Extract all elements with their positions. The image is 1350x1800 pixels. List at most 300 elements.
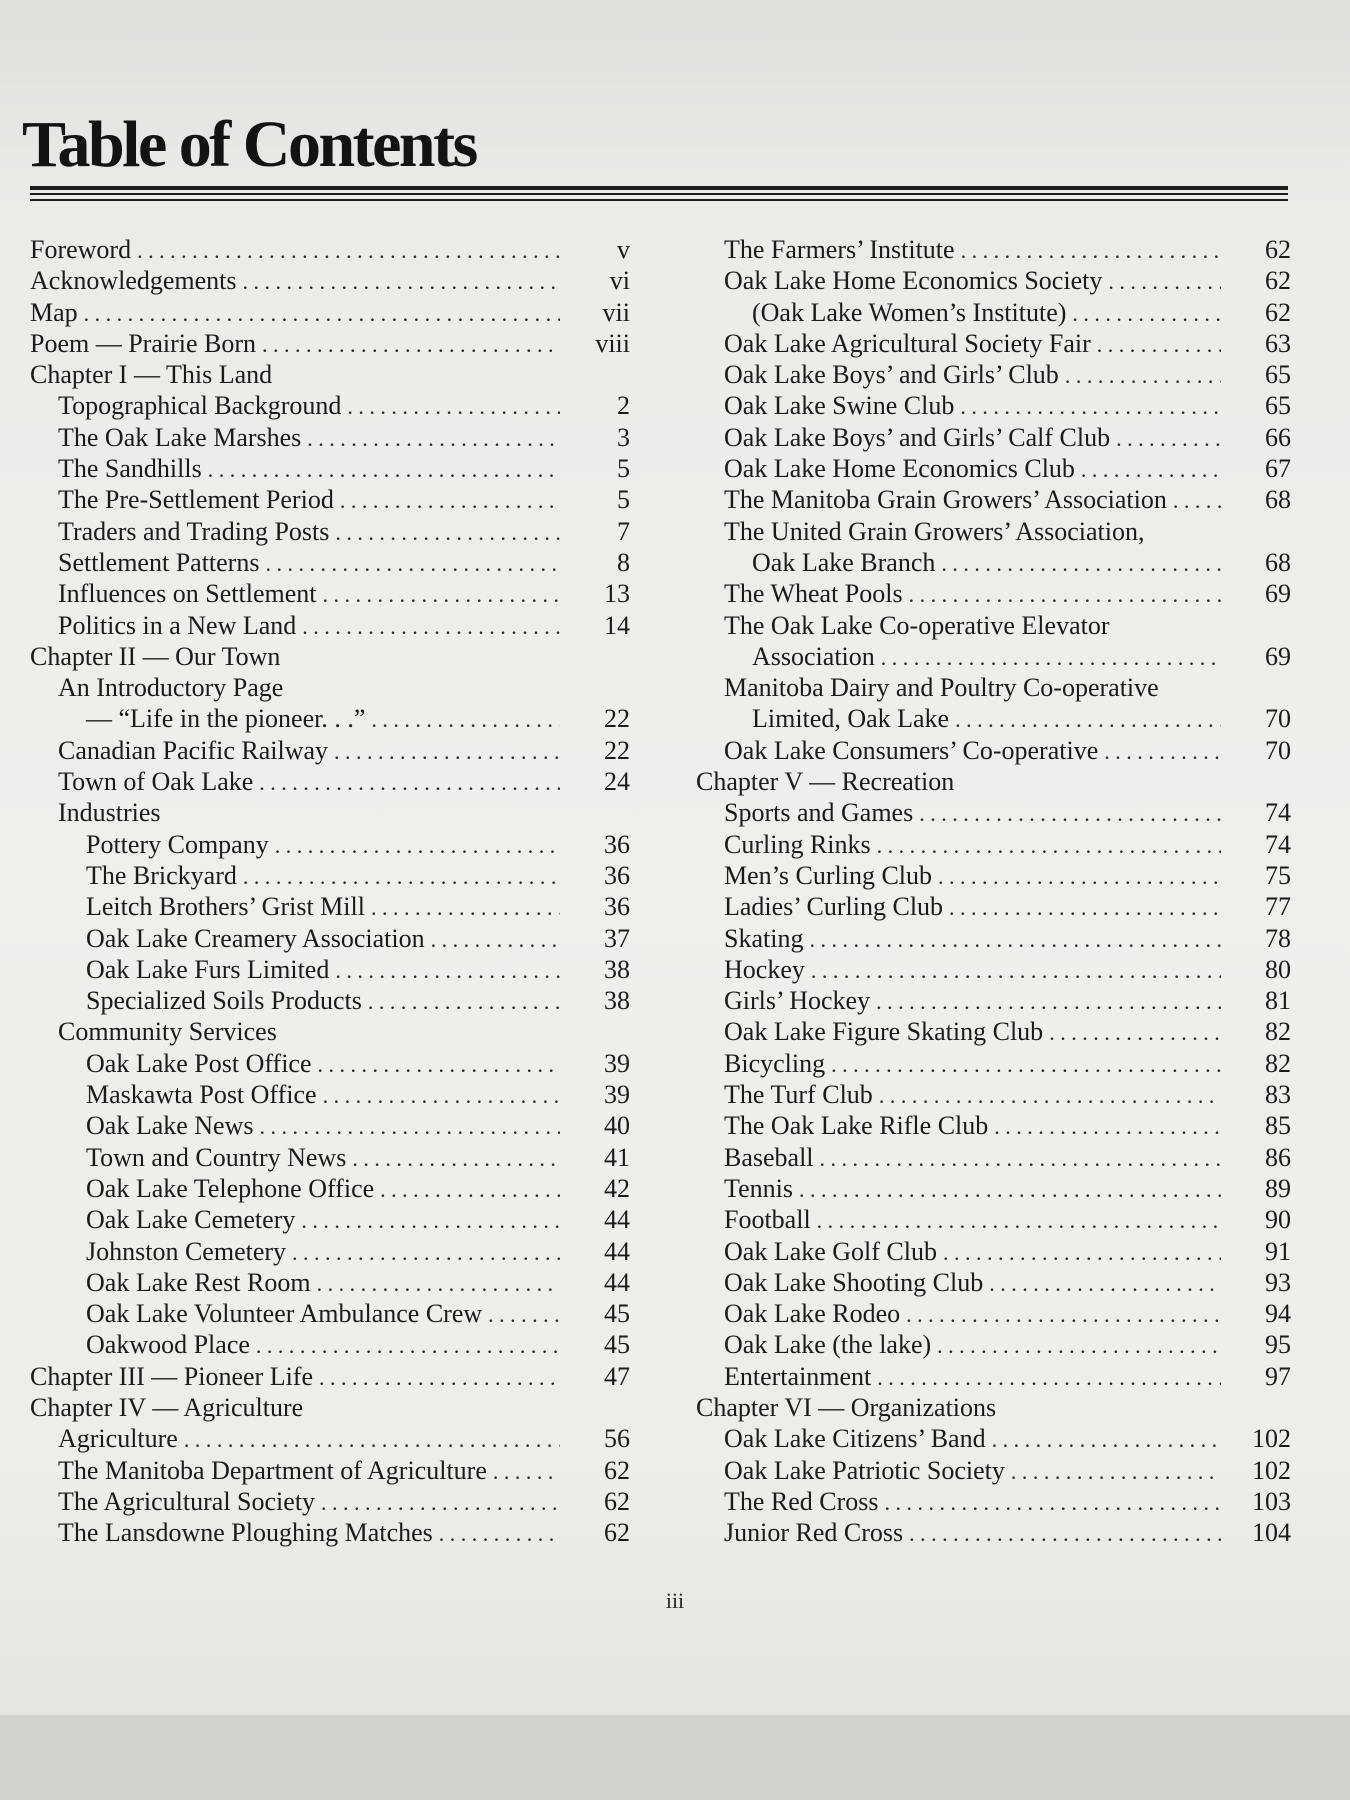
dot-leader	[137, 235, 560, 266]
toc-entry-title: The Manitoba Department of Agriculture	[58, 1455, 487, 1485]
dot-leader	[943, 1237, 1221, 1268]
toc-page-number: 70	[1265, 735, 1291, 765]
toc-entry-title: The Oak Lake Marshes	[58, 422, 302, 452]
toc-entry	[30, 703, 630, 734]
toc-page-number: 44	[604, 1205, 630, 1235]
toc-entry-title: Oak Lake Furs Limited	[86, 954, 330, 984]
toc-entry-title: Chapter III — Pioneer Life	[30, 1361, 314, 1391]
toc-entry	[30, 265, 630, 296]
dot-leader	[321, 1487, 560, 1518]
dot-leader	[319, 1362, 560, 1393]
toc-left-column	[30, 234, 630, 1548]
toc-page-number: 93	[1265, 1267, 1291, 1297]
toc-entry-title: Chapter V — Recreation	[696, 767, 955, 797]
toc-entry-title: Traders and Trading Posts	[58, 516, 330, 546]
toc-page-number: 68	[1265, 547, 1291, 577]
toc-page-number: 80	[1265, 954, 1291, 984]
toc-entry-title: Settlement Patterns	[58, 547, 260, 577]
toc-entry	[696, 1361, 1291, 1392]
toc-entry-title: Influences on Settlement	[58, 579, 317, 609]
toc-entry	[696, 985, 1291, 1016]
toc-entry-title: The Manitoba Grain Growers’ Association	[724, 485, 1167, 515]
toc-entry	[696, 1236, 1291, 1267]
toc-page-number: 45	[604, 1299, 630, 1329]
toc-section-heading	[30, 797, 630, 828]
toc-page-number: 22	[604, 735, 630, 765]
dot-leader	[994, 1111, 1221, 1142]
toc-entry	[696, 891, 1291, 922]
toc-entry	[696, 1267, 1291, 1298]
toc-entry	[30, 1110, 630, 1141]
toc-entry-title: The Farmers’ Institute	[724, 235, 955, 264]
dot-leader	[811, 955, 1221, 986]
dot-leader	[1097, 329, 1221, 360]
dot-leader	[881, 642, 1221, 673]
toc-page-number: 83	[1265, 1080, 1291, 1110]
toc-page-number: 38	[604, 954, 630, 984]
dot-leader	[371, 704, 560, 735]
toc-page-number: 39	[604, 1048, 630, 1078]
toc-page-number: 63	[1265, 328, 1291, 358]
toc-entry	[30, 1486, 630, 1517]
toc-entry	[696, 265, 1291, 296]
toc-entry	[696, 829, 1291, 860]
page-folio: iii	[665, 1588, 685, 1613]
toc-page-number: 81	[1265, 986, 1291, 1016]
dot-leader	[368, 986, 560, 1017]
toc-page-number: 75	[1265, 860, 1291, 890]
toc-page-number: 41	[604, 1142, 630, 1172]
toc-page-number: 97	[1265, 1361, 1291, 1391]
dot-leader	[989, 1268, 1221, 1299]
toc-entry	[696, 453, 1291, 484]
toc-entry-title: Oak Lake Rodeo	[724, 1299, 901, 1329]
toc-entry-title: Curling Rinks	[724, 829, 871, 859]
toc-entry-title: Oak Lake News	[86, 1111, 254, 1141]
dot-leader	[941, 548, 1221, 579]
dot-leader	[307, 423, 560, 454]
toc-page-number: 45	[604, 1330, 630, 1360]
dot-leader	[84, 298, 560, 329]
toc-entry-title: Oak Lake Boys’ and Girls’ Club	[724, 360, 1059, 390]
dot-leader	[488, 1299, 560, 1330]
toc-page-number: 7	[617, 516, 630, 546]
toc-entry	[30, 234, 630, 265]
dot-leader	[352, 1143, 560, 1174]
toc-entry-title: Oak Lake Consumers’ Co-operative	[724, 735, 1099, 765]
dot-leader	[439, 1518, 560, 1549]
dot-leader	[877, 1362, 1221, 1393]
toc-page-number: 40	[604, 1111, 630, 1141]
toc-page-number: 47	[604, 1361, 630, 1391]
toc-entry-title: Oak Lake Citizens’ Band	[724, 1424, 986, 1454]
toc-entry-title: Oak Lake (the lake)	[724, 1330, 932, 1360]
toc-page-number: 62	[1265, 297, 1291, 327]
toc-entry-title: Oak Lake Post Office	[86, 1048, 312, 1078]
toc-page-number: 65	[1265, 360, 1291, 390]
toc-page-number: 86	[1265, 1142, 1291, 1172]
toc-entry-title: Poem — Prairie Born	[30, 328, 257, 358]
toc-entry-title: Oak Lake Figure Skating Club	[724, 1017, 1044, 1047]
dot-leader	[243, 266, 560, 297]
dot-leader	[259, 767, 560, 798]
toc-page-number: 67	[1265, 454, 1291, 484]
title-rule-thin	[30, 193, 1288, 195]
dot-leader	[799, 1174, 1221, 1205]
toc-entry-title: An Introductory Page	[58, 673, 284, 703]
toc-page-number: 24	[604, 767, 630, 797]
toc-section-heading	[30, 1016, 630, 1047]
toc-page-number: 91	[1265, 1236, 1291, 1266]
dot-leader	[877, 830, 1221, 861]
toc-entry-title: Chapter I — This Land	[30, 360, 273, 390]
toc-section-heading	[30, 672, 630, 703]
toc-entry-title: Specialized Soils Products	[86, 986, 362, 1016]
toc-entry	[30, 422, 630, 453]
dot-leader	[317, 1268, 560, 1299]
toc-entry-title: Chapter IV — Agriculture	[30, 1392, 304, 1422]
toc-entry-title: Girls’ Hockey	[724, 986, 871, 1016]
toc-section-heading	[696, 672, 1291, 703]
toc-entry	[30, 390, 630, 421]
toc-entry	[696, 1298, 1291, 1329]
dot-leader	[831, 1049, 1221, 1080]
toc-page-number: 3	[617, 422, 630, 452]
toc-entry	[30, 453, 630, 484]
toc-entry-title: Oak Lake Home Economics Club	[724, 454, 1075, 484]
toc-entry-title: Bicycling	[724, 1048, 826, 1078]
toc-section-heading	[696, 516, 1291, 547]
toc-page-number: 95	[1265, 1330, 1291, 1360]
toc-entry	[696, 735, 1291, 766]
toc-entry-title: Oak Lake Home Economics Society	[724, 266, 1103, 296]
toc-page-number: 2	[617, 391, 630, 421]
toc-entry-title: — “Life in the pioneer. . .”	[86, 704, 366, 734]
toc-entry	[696, 703, 1291, 734]
dot-leader	[335, 517, 560, 548]
dot-leader	[955, 704, 1221, 735]
toc-entry-title: Oak Lake Creamery Association	[86, 923, 425, 953]
dot-leader	[431, 924, 560, 955]
toc-entry-title: The United Grain Growers’ Association,	[724, 516, 1145, 546]
dot-leader	[937, 1330, 1221, 1361]
title-rule-thick	[30, 186, 1288, 190]
toc-entry-title: The Agricultural Society	[58, 1486, 316, 1516]
toc-entry	[696, 923, 1291, 954]
toc-page-number: 5	[617, 485, 630, 515]
toc-page-number: 94	[1265, 1299, 1291, 1329]
dot-leader	[992, 1424, 1221, 1455]
toc-page-number: viii	[595, 328, 630, 358]
toc-entry-title: Chapter II — Our Town	[30, 641, 281, 671]
toc-entry	[696, 390, 1291, 421]
toc-entry	[30, 328, 630, 359]
toc-page-number: 102	[1252, 1455, 1291, 1485]
toc-entry-title: Johnston Cemetery	[86, 1236, 287, 1266]
toc-entry-title: Oak Lake Swine Club	[724, 391, 955, 421]
toc-entry-title: Tennis	[724, 1173, 793, 1203]
dot-leader	[938, 861, 1221, 892]
toc-entry-title: Oak Lake Volunteer Ambulance Crew	[86, 1299, 483, 1329]
toc-entry	[696, 1173, 1291, 1204]
toc-entry	[696, 297, 1291, 328]
toc-page-number: 37	[604, 923, 630, 953]
page-title: Table of Contents	[22, 108, 476, 181]
toc-page-number: 14	[604, 610, 630, 640]
dot-leader	[909, 579, 1221, 610]
dot-leader	[906, 1299, 1221, 1330]
toc-entry-title: Sports and Games	[724, 798, 914, 828]
toc-entry	[696, 1048, 1291, 1079]
toc-entry-title: Ladies’ Curling Club	[724, 892, 944, 922]
dot-leader	[371, 892, 560, 923]
toc-entry-title: Baseball	[724, 1142, 814, 1172]
toc-page-number: 13	[604, 579, 630, 609]
toc-entry-title: Skating	[724, 923, 804, 953]
toc-page-number: 66	[1265, 422, 1291, 452]
toc-page-number: 104	[1252, 1518, 1291, 1548]
toc-entry	[696, 328, 1291, 359]
toc-entry	[696, 484, 1291, 515]
dot-leader	[380, 1174, 560, 1205]
dot-leader	[1104, 736, 1221, 767]
toc-entry-title: Oak Lake Cemetery	[86, 1205, 296, 1235]
dot-leader	[1072, 298, 1221, 329]
toc-entry-title: Politics in a New Land	[58, 610, 297, 640]
toc-entry	[30, 610, 630, 641]
toc-entry	[696, 797, 1291, 828]
toc-page-number: 36	[604, 892, 630, 922]
toc-entry-title: The Lansdowne Ploughing Matches	[58, 1518, 433, 1548]
toc-page-number: 68	[1265, 485, 1291, 515]
dot-leader	[1116, 423, 1221, 454]
toc-entry-title: Oak Lake Rest Room	[86, 1267, 311, 1297]
dot-leader	[262, 329, 560, 360]
toc-entry	[30, 766, 630, 797]
toc-entry-title: Topographical Background	[58, 391, 342, 421]
toc-entry	[30, 1204, 630, 1235]
toc-entry	[696, 359, 1291, 390]
toc-page-number: 70	[1265, 704, 1291, 734]
toc-entry	[696, 954, 1291, 985]
toc-entry	[696, 1110, 1291, 1141]
toc-section-heading	[696, 766, 1291, 797]
toc-entry-title: Acknowledgements	[30, 266, 237, 296]
toc-entry-title: Oak Lake Golf Club	[724, 1236, 938, 1266]
toc-entry-title: Map	[30, 297, 78, 327]
toc-entry	[30, 1455, 630, 1486]
toc-entry	[696, 1142, 1291, 1173]
toc-page-number: 39	[604, 1080, 630, 1110]
toc-entry	[30, 516, 630, 547]
toc-entry-title: Town of Oak Lake	[58, 767, 254, 797]
toc-entry	[30, 923, 630, 954]
toc-entry	[696, 547, 1291, 578]
toc-page-number: 62	[1265, 266, 1291, 296]
toc-page-number: 38	[604, 986, 630, 1016]
dot-leader	[301, 1205, 560, 1236]
toc-section-heading	[30, 641, 630, 672]
toc-page-number: vii	[602, 297, 630, 327]
dot-leader	[885, 1487, 1221, 1518]
dot-leader	[1049, 1017, 1221, 1048]
toc-section-heading	[30, 359, 630, 390]
toc-entry-title: Limited, Oak Lake	[752, 704, 950, 734]
toc-entry-title: Hockey	[724, 954, 805, 984]
toc-entry	[30, 1423, 630, 1454]
toc-page-number: 74	[1265, 798, 1291, 828]
dot-leader	[275, 830, 560, 861]
toc-page-number: 62	[1265, 235, 1291, 264]
dot-leader	[961, 235, 1221, 266]
toc-entry-title: Canadian Pacific Railway	[58, 735, 329, 765]
toc-entry	[30, 1142, 630, 1173]
toc-right-column	[696, 234, 1291, 1548]
toc-page-number: 69	[1265, 579, 1291, 609]
toc-entry-title: Manitoba Dairy and Poultry Co-operative	[724, 673, 1159, 703]
toc-entry	[30, 547, 630, 578]
dot-leader	[909, 1518, 1221, 1549]
toc-entry-title: Football	[724, 1205, 811, 1235]
toc-entry-title: Association	[752, 641, 875, 671]
dot-leader	[208, 454, 560, 485]
dot-leader	[1081, 454, 1221, 485]
dot-leader	[493, 1456, 560, 1487]
toc-page-number: 102	[1252, 1424, 1291, 1454]
title-rule-thin	[30, 199, 1288, 201]
toc-entry	[30, 985, 630, 1016]
toc-entry-title: Junior Red Cross	[724, 1518, 904, 1548]
toc-entry	[30, 578, 630, 609]
toc-entry	[30, 1236, 630, 1267]
toc-section-heading	[30, 1392, 630, 1423]
toc-entry-title: Oakwood Place	[86, 1330, 250, 1360]
dot-leader	[949, 892, 1221, 923]
dot-leader	[809, 924, 1221, 955]
toc-entry	[30, 1079, 630, 1110]
dot-leader	[334, 736, 560, 767]
toc-entry	[30, 1173, 630, 1204]
toc-page-number: 77	[1265, 892, 1291, 922]
dot-leader	[919, 798, 1221, 829]
toc-entry	[696, 1517, 1291, 1548]
toc-entry	[30, 1329, 630, 1360]
toc-page-number: 56	[604, 1424, 630, 1454]
dot-leader	[265, 548, 560, 579]
toc-entry-title: Foreword	[30, 235, 132, 264]
toc-entry	[696, 1455, 1291, 1486]
toc-page-number: 62	[604, 1486, 630, 1516]
dot-leader	[347, 391, 560, 422]
toc-page-number: 62	[604, 1455, 630, 1485]
dot-leader	[184, 1424, 560, 1455]
toc-page-number: 44	[604, 1267, 630, 1297]
toc-page-number: 82	[1265, 1048, 1291, 1078]
dot-leader	[256, 1330, 560, 1361]
toc-entry-title: (Oak Lake Women’s Institute)	[752, 297, 1067, 327]
toc-entry-title: Oak Lake Agricultural Society Fair	[724, 328, 1091, 358]
toc-entry-title: Community Services	[58, 1017, 277, 1047]
toc-page-number: 36	[604, 829, 630, 859]
dot-leader	[322, 579, 560, 610]
toc-section-heading	[696, 610, 1291, 641]
toc-page-number: v	[617, 235, 630, 264]
toc-page-number: 22	[604, 704, 630, 734]
toc-section-heading	[696, 1392, 1291, 1423]
dot-leader	[879, 1080, 1221, 1111]
dot-leader	[302, 611, 560, 642]
toc-entry	[30, 484, 630, 515]
dot-leader	[323, 1080, 560, 1111]
toc-entry-title: The Oak Lake Rifle Club	[724, 1111, 989, 1141]
toc-entry	[696, 1079, 1291, 1110]
toc-page-number: 85	[1265, 1111, 1291, 1141]
dot-leader	[318, 1049, 560, 1080]
toc-page-number: 62	[604, 1518, 630, 1548]
dot-leader	[820, 1143, 1221, 1174]
dot-leader	[335, 955, 560, 986]
toc-page-number: 89	[1265, 1173, 1291, 1203]
toc-entry	[30, 954, 630, 985]
dot-leader	[1065, 360, 1221, 391]
toc-page-number: 65	[1265, 391, 1291, 421]
toc-entry-title: Industries	[58, 798, 161, 828]
toc-page-number: 78	[1265, 923, 1291, 953]
toc-entry	[696, 1016, 1291, 1047]
toc-entry	[30, 297, 630, 328]
toc-entry-title: Oak Lake Boys’ and Girls’ Calf Club	[724, 422, 1111, 452]
toc-entry-title: Oak Lake Patriotic Society	[724, 1455, 1005, 1485]
dot-leader	[243, 861, 560, 892]
toc-entry	[696, 641, 1291, 672]
toc-page-number: 44	[604, 1236, 630, 1266]
toc-entry-title: Agriculture	[58, 1424, 178, 1454]
dot-leader	[876, 986, 1221, 1017]
toc-page-number: 8	[617, 547, 630, 577]
toc-page-number: 36	[604, 860, 630, 890]
toc-page-number: 82	[1265, 1017, 1291, 1047]
toc-entry	[696, 578, 1291, 609]
toc-entry	[30, 1298, 630, 1329]
toc-entry-title: Entertainment	[724, 1361, 872, 1391]
toc-entry	[30, 829, 630, 860]
toc-entry	[30, 1361, 630, 1392]
toc-entry-title: The Wheat Pools	[724, 579, 903, 609]
toc-entry-title: The Brickyard	[86, 860, 237, 890]
dot-leader	[817, 1205, 1221, 1236]
dot-leader	[1173, 485, 1221, 516]
toc-entry	[30, 1048, 630, 1079]
dot-leader	[340, 485, 560, 516]
toc-page-number: 103	[1252, 1486, 1291, 1516]
toc-page-number: 42	[604, 1173, 630, 1203]
toc-entry-title: The Oak Lake Co-operative Elevator	[724, 610, 1110, 640]
toc-entry-title: Men’s Curling Club	[724, 860, 933, 890]
toc-entry-title: Chapter VI — Organizations	[696, 1392, 997, 1422]
toc-entry	[30, 735, 630, 766]
toc-entry-title: The Red Cross	[724, 1486, 879, 1516]
toc-entry	[30, 860, 630, 891]
dot-leader	[960, 391, 1221, 422]
toc-entry-title: Oak Lake Branch	[752, 547, 936, 577]
toc-entry-title: Pottery Company	[86, 829, 269, 859]
toc-entry	[30, 1517, 630, 1548]
toc-page-number: 90	[1265, 1205, 1291, 1235]
dot-leader	[1108, 266, 1221, 297]
toc-page-number: 5	[617, 454, 630, 484]
toc-entry-title: The Turf Club	[724, 1080, 873, 1110]
toc-entry-title: Maskawta Post Office	[86, 1080, 317, 1110]
